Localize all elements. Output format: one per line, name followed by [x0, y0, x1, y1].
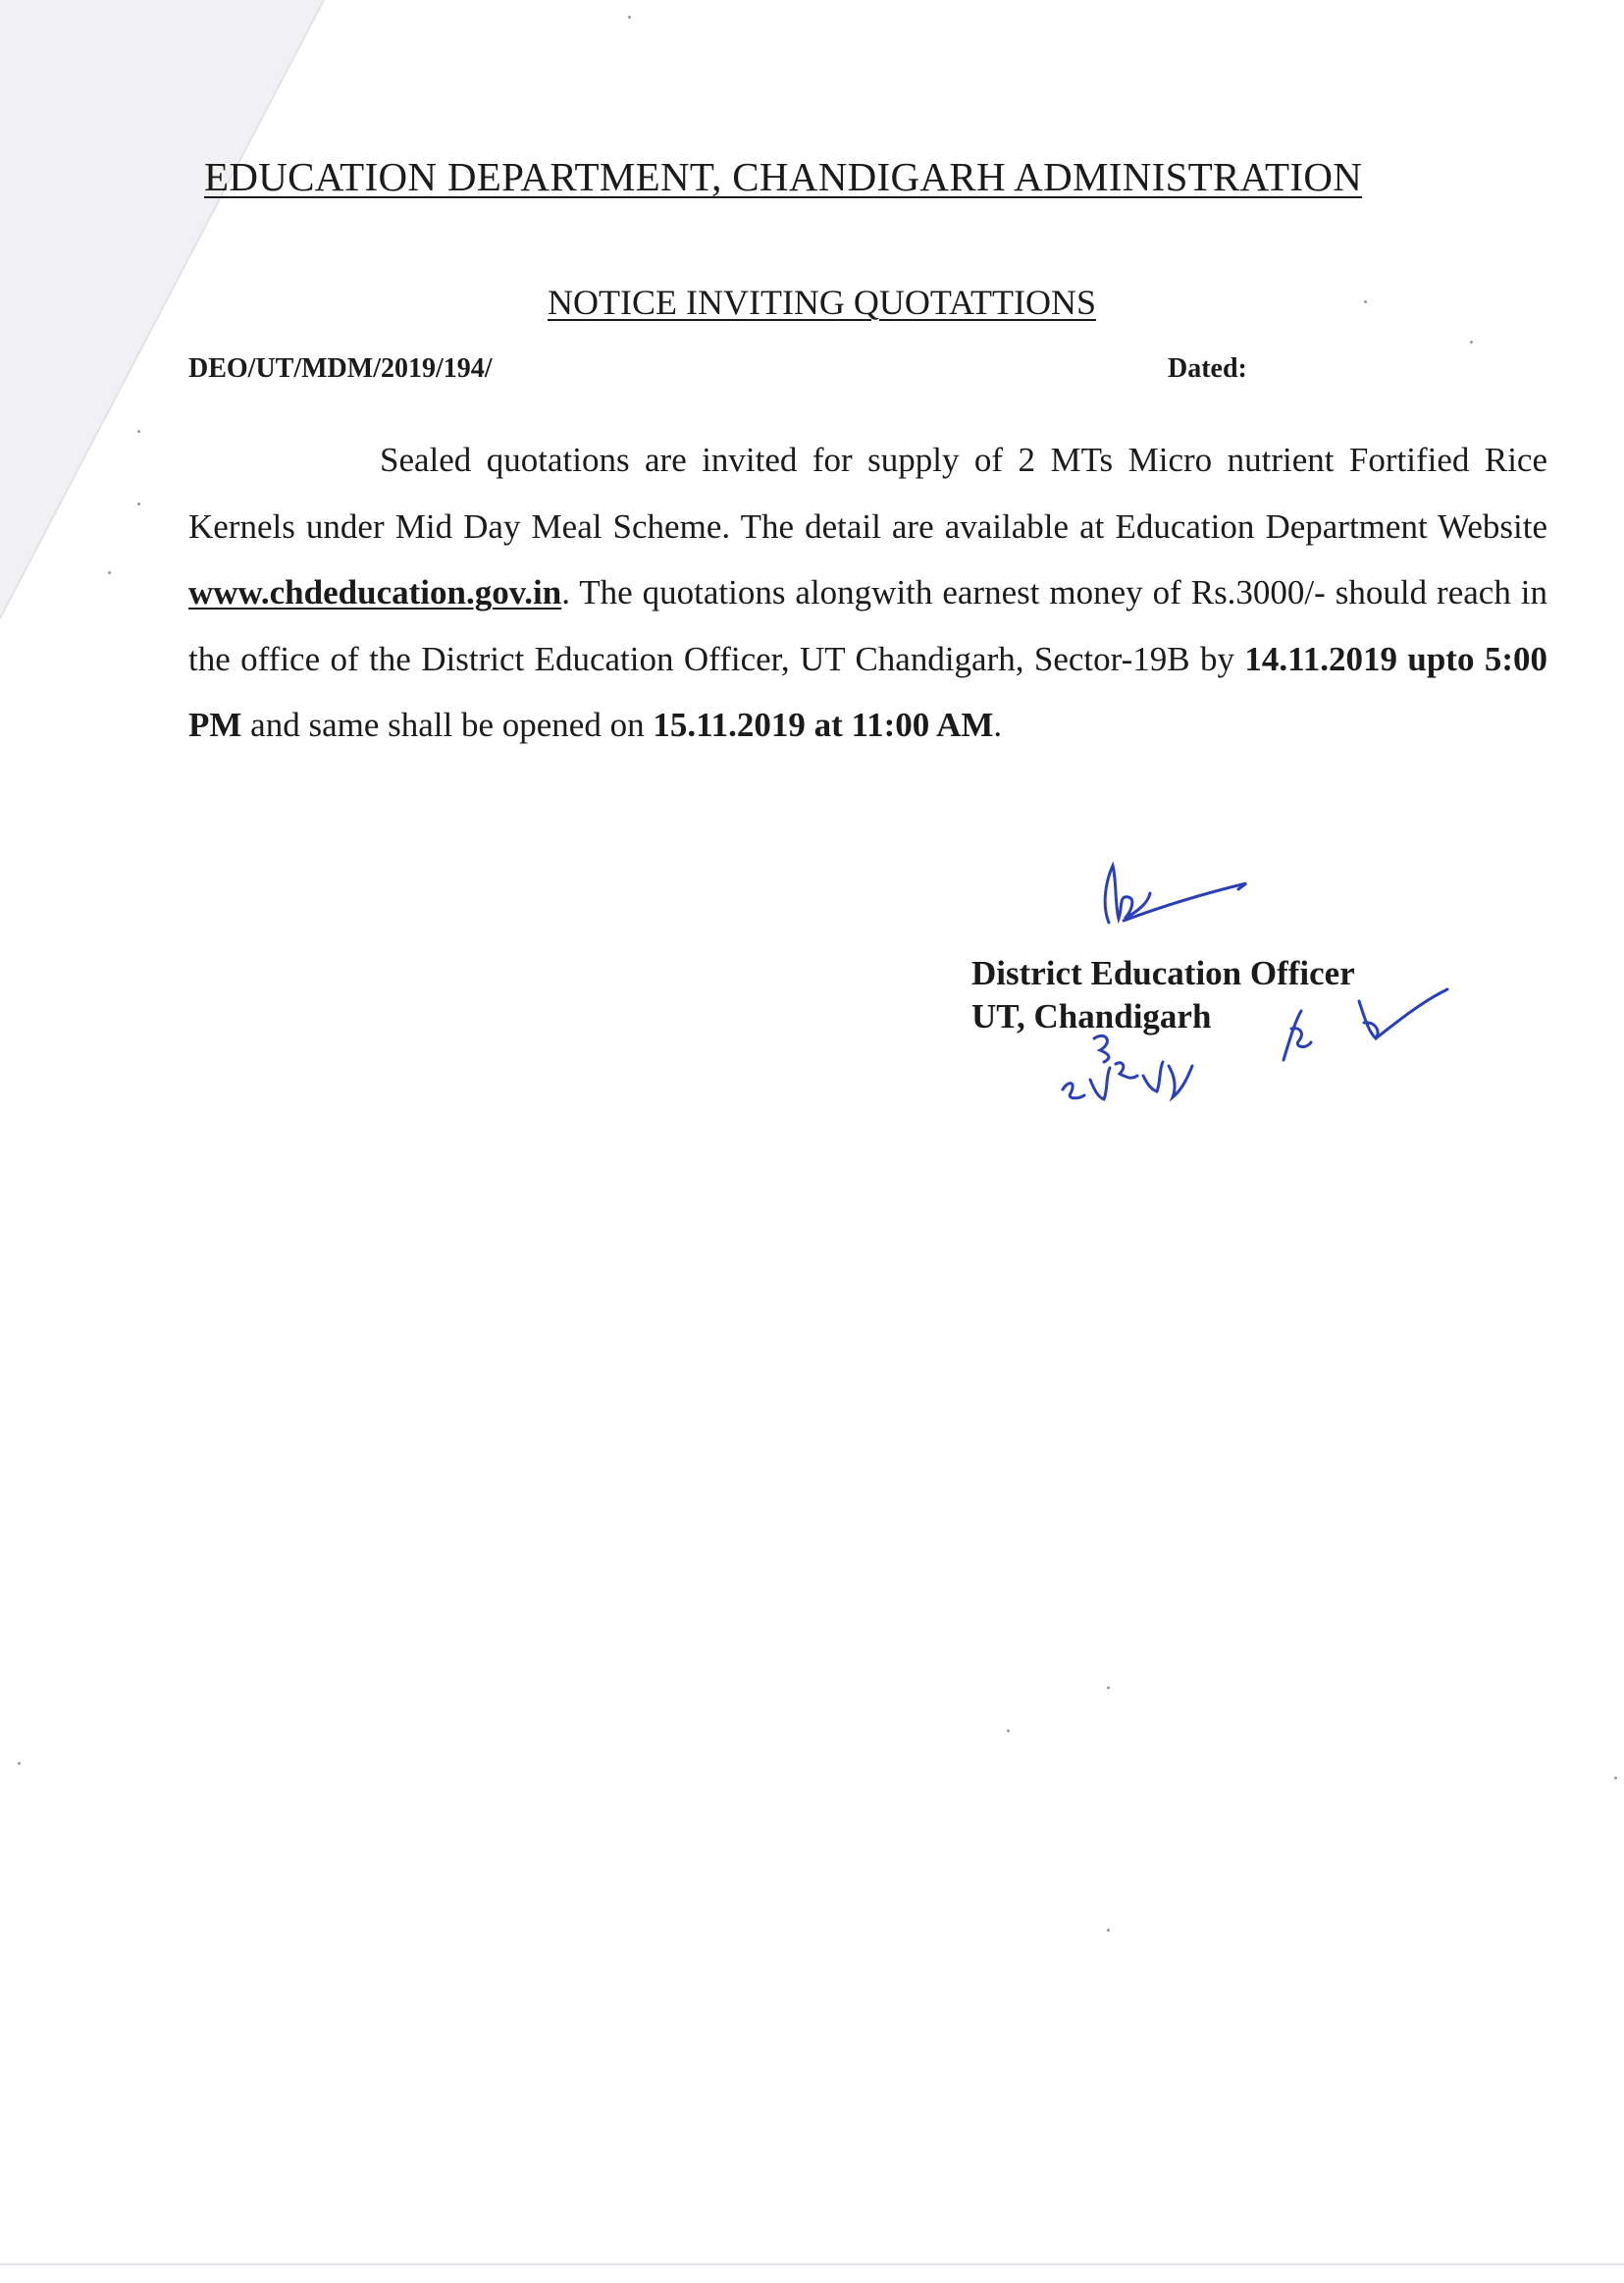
body-text-opening: and same shall be opened on: [241, 706, 654, 744]
dated-label: Dated:: [1168, 353, 1247, 384]
scan-speck: [1614, 1777, 1617, 1779]
officer-signature: [1079, 854, 1256, 932]
scan-speck: [18, 1762, 21, 1765]
scan-speck: [137, 503, 140, 505]
notice-body: [188, 427, 1547, 759]
reference-number: DEO/UT/MDM/2019/194/: [188, 353, 493, 384]
scan-speck: [1007, 1729, 1010, 1732]
handwritten-date-mark: [1055, 1021, 1231, 1109]
scan-speck: [1107, 1929, 1110, 1932]
opening-datetime: 15.11.2019 at 11:00 AM: [653, 706, 994, 744]
scan-speck: [108, 571, 111, 574]
department-heading: EDUCATION DEPARTMENT, CHANDIGARH ADMINISTRATION: [204, 154, 1363, 199]
notice-title: NOTICE INVITING QUOTATTIONS: [548, 283, 1097, 322]
body-text-submission: . The quotations alongwith earnest money of Rs.3000/- should reach in the office of the District Education Officer, UT Chandigarh, Sector-19B by: [188, 573, 1547, 678]
body-text-intro: Sealed quotations are invited for supply of 2 MTs Micro nutrient Fortified Rice Kernels under Mid Day Meal Scheme. The detail are available at Education Department Website: [188, 441, 1547, 546]
body-text-end: .: [993, 706, 1003, 744]
initials-mark: [1266, 982, 1452, 1070]
scan-speck: [1364, 300, 1367, 303]
signatory-location: UT, Chandigarh: [971, 997, 1212, 1035]
scan-speck: [137, 430, 140, 433]
scan-speck: [1470, 341, 1473, 344]
signatory-designation: District Education Officer: [971, 954, 1355, 992]
website-link[interactable]: www.chdeducation.gov.in: [188, 573, 562, 611]
submission-deadline: 14.11.2019 upto 5:00 PM: [188, 639, 1548, 744]
scan-edge-line: [0, 2263, 1624, 2265]
scan-speck: [628, 16, 631, 19]
scan-speck: [1107, 1686, 1110, 1689]
